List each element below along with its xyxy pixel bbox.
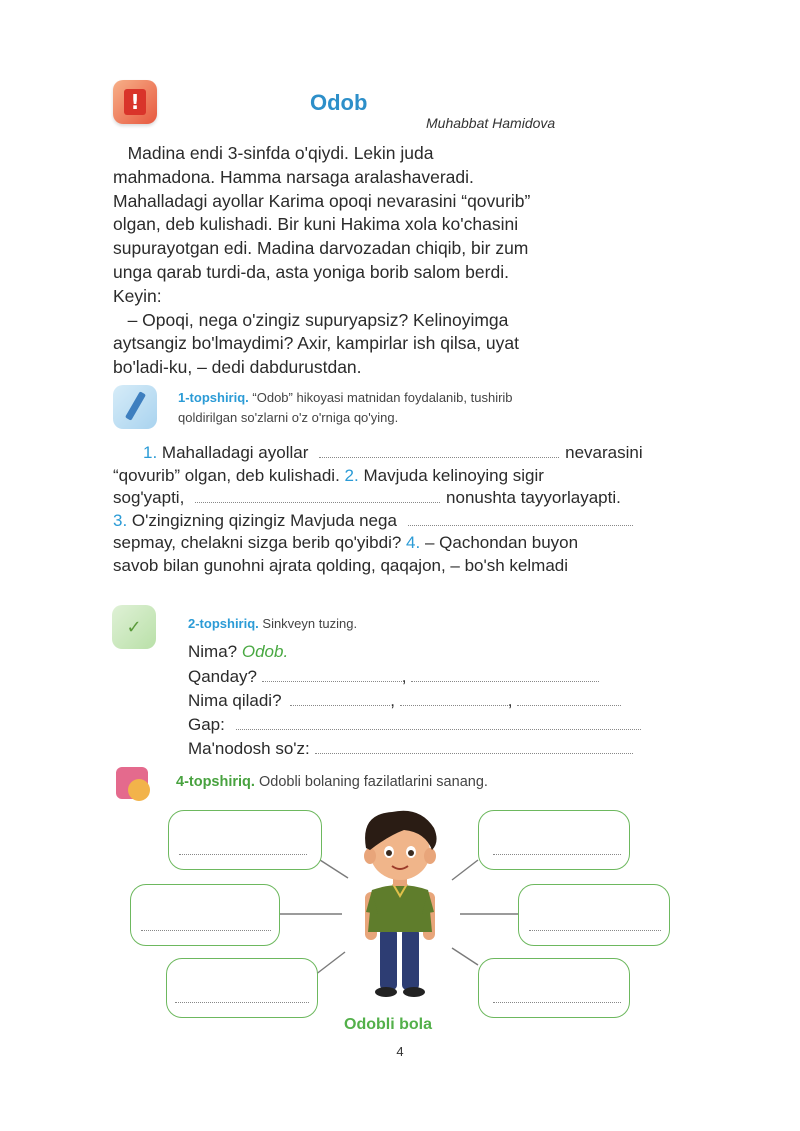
blank-line[interactable] [290,704,390,706]
cinquain-line-2: Qanday? , [188,666,599,688]
story-line: Madina endi 3-sinfda o'qiydi. Lekin juda [113,143,434,163]
sentence-text: Mavjuda kelinoying sigir [358,465,544,485]
blank-line[interactable] [236,728,641,730]
sentence-text: nevarasini [565,443,643,462]
story-line: unga qarab turdi-da, asta yoniga borib salom berdi. [113,261,509,282]
story-line: aytsangiz bo'lmaydimi? Axir, kampirlar ish qilsa, uyat [113,333,520,354]
cinquain-question: Gap: [188,715,225,734]
task4-instruction [176,774,488,790]
blank-line[interactable] [408,524,633,526]
task1-instruction-line1: “Odob” hikoyasi matnidan foydalanib, tushirib [248,390,513,405]
quality-bubble[interactable] [478,810,630,870]
cinquain-question: Nima qiladi? [188,691,282,710]
blank-line[interactable] [315,752,633,754]
exclamation-book-icon: ! [113,80,157,124]
story-line: olgan, deb kulishadi. Bir kuni Hakima xola ko'chasini [113,214,519,235]
sentence-number: 3. [113,510,128,530]
sentence-text: “qovurib” olgan, deb kulishadi. [113,465,340,485]
blank-line[interactable] [411,680,599,682]
blank-line[interactable] [517,704,621,706]
story-line: bo'ladi-ku, – dedi dabdurustdan. [113,357,362,378]
illustration-caption: Odobli bola [344,1016,432,1033]
cinquain-answer: Odob. [241,642,289,661]
quality-diagram [0,800,800,1020]
task1-instruction-line2: qoldirilgan so'zlarni o'z o'rniga qo'ying. [178,410,399,425]
cinquain-question: Nima? [188,642,238,661]
sentence-text: nonushta tayyorlayapti. [446,488,621,507]
blank-line[interactable] [262,680,402,682]
task1-fill-text [113,442,678,577]
blank-line[interactable] [319,456,559,458]
author-name: Muhabbat Hamidova [426,115,556,131]
sentence-number: 2. [344,465,359,485]
story-line: Mahalladagi ayollar Karima opoqi nevarasini “qovurib” [113,190,531,211]
sentence-text: Mahalladagi ayollar [157,443,309,462]
task4-instruction-text: Odobli bolaning fazilatlarini sanang. [254,774,488,790]
page-title: Odob [310,90,368,115]
cinquain-line-3: Nima qiladi? , , [188,690,621,712]
cinquain-question: Qanday? [188,667,257,686]
blank-line[interactable] [195,501,440,503]
task1-instruction [178,388,618,428]
sentence-text: sog'yapti, [113,488,185,507]
quality-bubble[interactable] [518,884,670,946]
blank-line[interactable] [400,704,508,706]
cinquain-line-5 [188,738,633,760]
quality-bubble[interactable] [166,958,318,1018]
quality-bubble[interactable] [130,884,280,946]
sentence-number: 4. [406,533,421,552]
task2-instruction-text: Sinkveyn tuzing. [258,616,358,631]
quality-bubble[interactable] [168,810,322,870]
task1-label: 1-topshiriq. [178,390,249,405]
sentence-text: savob bilan gunohni ajrata qolding, qaqajon, – bo'sh kelmadi [113,555,569,575]
story-line: mahmadona. Hamma narsaga aralashaveradi. [113,166,474,187]
story-text [113,142,593,380]
cinquain-line-1 [188,641,288,663]
story-line: Keyin: [113,285,162,306]
check-icon: ✓ [112,605,156,649]
sentence-text: – Qachondan buyon [420,533,579,552]
boy-illustration [364,811,437,997]
task2-instruction [188,614,357,634]
cinquain-question: Ma'nodosh so'z: [188,739,310,758]
story-line: supurayotgan edi. Madina darvozadan chiqib, bir zum [113,238,529,259]
cinquain-line-4 [188,714,641,736]
pen-icon [113,385,157,429]
puzzle-icon [110,765,158,805]
task4-label: 4-topshiriq. [176,774,255,790]
sentence-text: sepmay, chelakni sizga berib qo'yibdi? [113,533,402,552]
page-number: 4 [396,1044,404,1059]
sentence-text: O'zingizning qizingiz Mavjuda nega [127,510,397,530]
story-line: – Opoqi, nega o'zingiz supuryapsiz? Kelinoyimga [113,309,509,330]
sentence-number: 1. [143,443,158,462]
task2-label: 2-topshiriq. [188,616,259,631]
quality-bubble[interactable] [478,958,630,1018]
